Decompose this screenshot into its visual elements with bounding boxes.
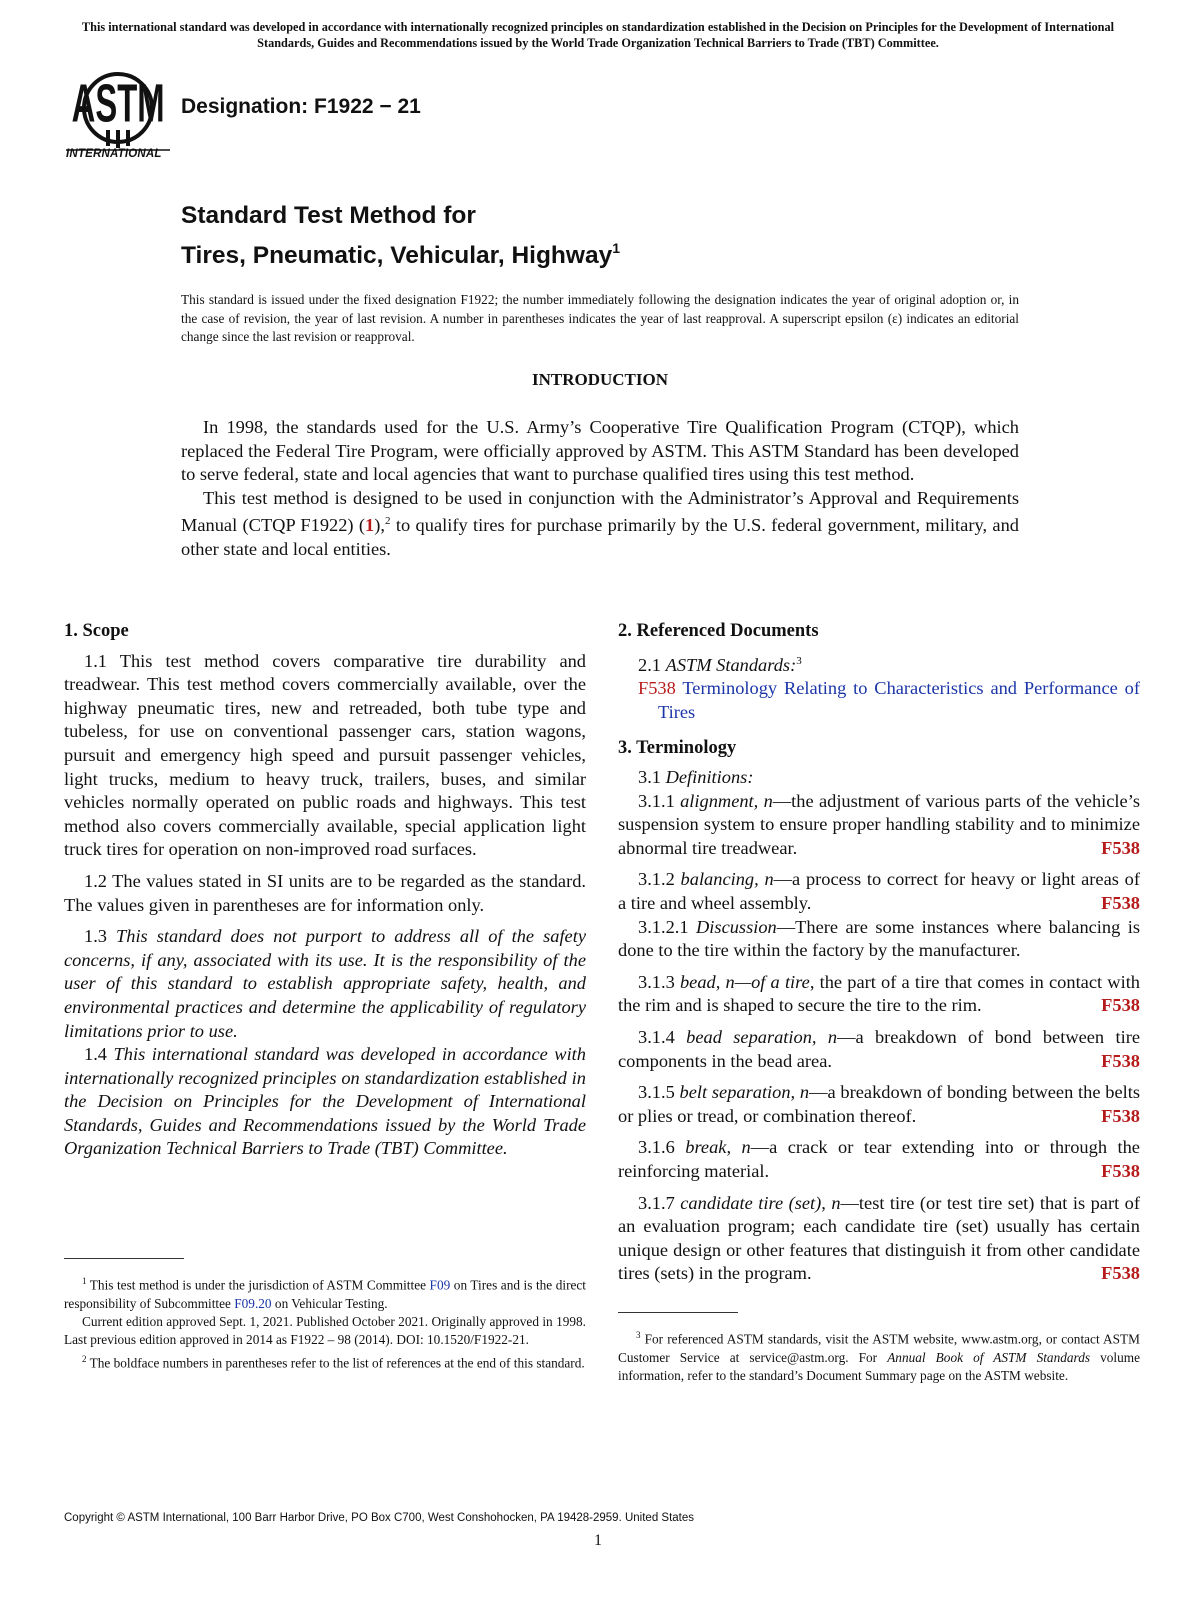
title-line-2: Tires, Pneumatic, Vehicular, Highway$^1$ xyxy=(181,240,620,269)
referenced-documents-heading: 2. Referenced Documents xyxy=(618,621,819,641)
footnote-rule-left xyxy=(64,1258,184,1259)
introduction-heading: INTRODUCTION xyxy=(531,370,669,389)
source-f538-link[interactable]: F538 xyxy=(1101,1161,1140,1181)
definitions-subheading: 3.1 Definitions: xyxy=(638,767,754,788)
footnotes-left xyxy=(64,1272,586,1372)
footnote-2: $^2$ The boldface numbers in parentheses refer to the list of references at the end of this standard. xyxy=(82,1353,585,1371)
footnotes-right xyxy=(618,1326,1140,1385)
logo-caption: INTERNATIONAL xyxy=(66,148,162,160)
designation: Designation: F1922 − 21 xyxy=(181,95,421,118)
term-break: 3.1.6 break, n—a crack or tear extending into or through the reinforcing material. F538 xyxy=(618,1136,1140,1183)
document-title xyxy=(181,200,620,272)
intro-paragraph-2: This test method is designed to be used in conjunction with the Administrator’s Approval and Requirements Manual (CTQP F1922) (1),$^2$ to qualify tires for purchase primarily by the U.S. federal government, military, and other state and local entities. xyxy=(181,487,1019,560)
term-candidate-tire: 3.1.7 candidate tire (set), n—test tire (or test tire set) that is part of an evaluation program; each candidate tire (set) usually has certain unique design or other features that distinguish it from other candidate tires (sets) in the program. F538 xyxy=(618,1192,1140,1286)
source-f538-link[interactable]: F538 xyxy=(1101,1105,1140,1126)
scope-1-2: 1.2 The values stated in SI units are to be regarded as the standard. The values given in parentheses are for information only. xyxy=(64,870,586,915)
copyright-notice: Copyright © ASTM International, 100 Barr Harbor Drive, PO Box C700, West Conshohocken, PA 19428-2959. United States xyxy=(64,1512,695,1524)
reference-link-1[interactable]: 1 xyxy=(365,515,375,536)
term-bead-separation: 3.1.4 bead separation, n—a breakdown of bond between tire components in the bead area. F538 xyxy=(618,1026,1140,1073)
title-line-1: Standard Test Method for xyxy=(181,202,476,229)
terminology-heading: 3. Terminology xyxy=(618,737,737,758)
astm-standards-subheading: 2.1 ASTM Standards:$^3$ xyxy=(638,654,802,675)
footnote-1: $^1$ This test method is under the jurisdiction of ASTM Committee F09 on Tires and is the direct responsibility of Subcommittee F09.20 on Vehicular Testing. xyxy=(64,1276,586,1311)
source-f538-link[interactable]: F538 xyxy=(1101,893,1140,914)
scope-1-3: 1.3 This standard does not purport to address all of the safety concerns, if any, associated with its use. It is the responsibility of the user of this standard to establish appropriate safety, health, and environmental practices and determine the applicability of regulatory limitations prior to use. xyxy=(64,926,586,1041)
term-alignment: 3.1.1 alignment, n—the adjustment of various parts of the vehicle’s suspension system to ensure proper handling stability and to minimize abnormal tire treadwear. F538 xyxy=(618,790,1140,861)
committee-f09-link[interactable]: F09 xyxy=(429,1277,451,1293)
term-balancing-discussion: 3.1.2.1 Discussion—There are some instances where balancing is done to the tire within the factory by the manufacturer. xyxy=(618,916,1141,961)
intro-paragraph-1: In 1998, the standards used for the U.S. Army’s Cooperative Tire Qualification Program (CTQP), which replaced the Federal Tire Program, were officially approved by ASTM. This ASTM Standard has been developed to serve federal, state and local agencies that want to purchase qualified tires using this test method. xyxy=(181,417,1019,485)
scope-1-1: 1.1 This test method covers comparative tire durability and treadwear. This test method covers commercially available, over the highway pneumatic tires, new and retreaded, both tube type and tubeless, for use on conventional passenger cars, station wagons, pursuit and emergency high speed and pursuit passenger vehicles, light trucks, medium to heavy truck, trailers, buses, and similar vehicles normally operated on public roads and highways. This test method also covers commercially available, special application light truck tires for operation on non-improved road surfaces. xyxy=(64,650,586,860)
footnote-1-edition: Current edition approved Sept. 1, 2021. Published October 2021. Originally approved in 1998. Last previous edition approved in 2014 as F1922 – 98 (2014). DOI: 10.1520/F1922-21. xyxy=(64,1314,586,1348)
f538-code-link[interactable]: F538 xyxy=(638,678,676,699)
f538-title-link[interactable]: Terminology Relating to Characteristics and Performance of Tires xyxy=(658,678,1140,722)
scope-1-4: 1.4 This international standard was developed in accordance with internationally recognized principles on standardization established in the Decision on Principles for the Development of International Standards, Guides and Recommendations issued by the World Trade Organization Technical Barriers to Trade (TBT) Committee. xyxy=(64,1044,586,1159)
footnote-rule-right xyxy=(618,1312,738,1313)
source-f538-link[interactable]: F538 xyxy=(1101,1263,1140,1284)
footnote-3: $^3$ For referenced ASTM standards, visit the ASTM website, www.astm.org, or contact ASTM Customer Service at service@astm.org. For Annual Book of ASTM Standards volume information, refer to the standard’s Document Summary page on the ASTM website. xyxy=(618,1330,1140,1384)
term-belt-separation: 3.1.5 belt separation, n—a breakdown of bonding between the belts or plies or tread, or combination thereof. F538 xyxy=(618,1081,1140,1128)
source-f538-link[interactable]: F538 xyxy=(1101,837,1140,858)
scope-heading: 1. Scope xyxy=(64,621,129,641)
term-balancing: 3.1.2 balancing, n—a process to correct for heavy or light areas of a tire and wheel assembly. F538 xyxy=(618,868,1140,915)
title-footnote-marker: 1 xyxy=(612,240,620,256)
left-column xyxy=(64,620,586,1169)
tbt-notice: This international standard was developed in accordance with internationally recognized principles on standardization established in the Decision on Principles for the Development of International Standards, Guides and Recommendations issued by the World Trade Organization Technical Barriers to Trade (TBT) Committee. xyxy=(81,20,1115,50)
introduction-body xyxy=(181,416,1019,562)
right-column xyxy=(618,620,1140,1294)
astm-logo-icon xyxy=(64,70,172,166)
term-bead: 3.1.3 bead, n—of a tire, the part of a tire that comes in contact with the rim and is shaped to secure the tire to the rim. F538 xyxy=(618,971,1140,1018)
referenced-doc-f538[interactable] xyxy=(618,677,1140,724)
source-f538-link[interactable]: F538 xyxy=(1101,995,1140,1016)
svg-text:ASTM: ASTM xyxy=(71,74,165,134)
page-number: 1 xyxy=(594,1532,602,1549)
source-f538-link[interactable]: F538 xyxy=(1101,1050,1140,1071)
subcommittee-f0920-link[interactable]: F09.20 xyxy=(234,1295,272,1311)
issued-note: This standard is issued under the fixed designation F1922; the number immediately following the designation indicates the year of original adoption or, in the case of revision, the year of last revision. A number in parentheses indicates the year of last reapproval. A superscript epsilon (ε) indicates an editorial change since the last revision or reapproval. xyxy=(181,292,1019,344)
